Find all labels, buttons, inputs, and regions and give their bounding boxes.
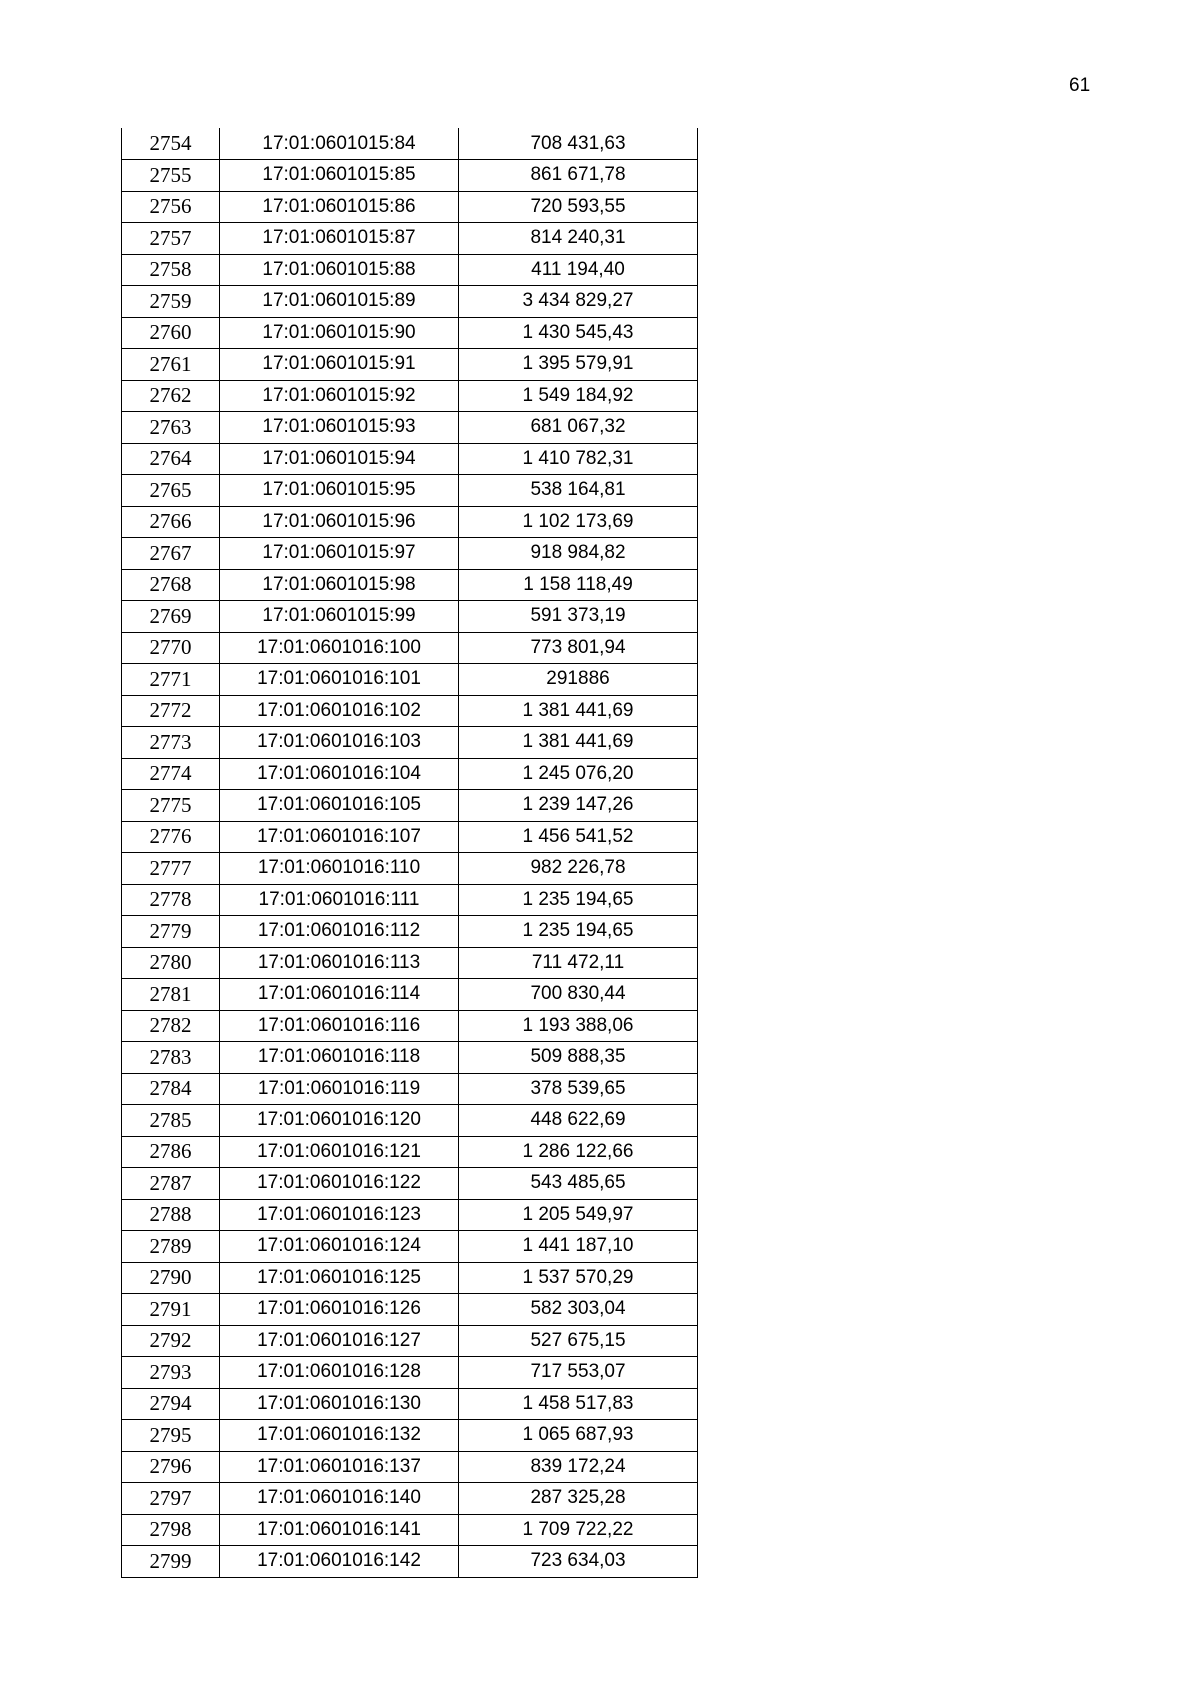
row-number-cell: 2786	[122, 1136, 220, 1168]
row-number-cell: 2792	[122, 1325, 220, 1357]
cadastral-number-cell: 17:01:0601016:124	[220, 1231, 459, 1263]
row-number-cell: 2754	[122, 128, 220, 160]
cadastral-number-cell: 17:01:0601016:141	[220, 1514, 459, 1546]
cadastral-number-cell: 17:01:0601016:114	[220, 979, 459, 1011]
cadastral-number-cell: 17:01:0601016:121	[220, 1136, 459, 1168]
cadastral-value-cell: 1 193 388,06	[459, 1010, 698, 1042]
table-row	[122, 569, 698, 601]
row-number-cell: 2798	[122, 1514, 220, 1546]
cadastral-number-cell: 17:01:0601015:92	[220, 380, 459, 412]
row-number-cell: 2770	[122, 632, 220, 664]
cadastral-value-cell: 1 456 541,52	[459, 821, 698, 853]
cadastral-number-cell: 17:01:0601016:111	[220, 884, 459, 916]
table-row	[122, 853, 698, 885]
table-row	[122, 727, 698, 759]
table-row	[122, 821, 698, 853]
page-number: 61	[1069, 75, 1091, 96]
cadastral-number-cell: 17:01:0601016:112	[220, 916, 459, 948]
cadastral-value-cell: 1 709 722,22	[459, 1514, 698, 1546]
cadastral-number-cell: 17:01:0601016:140	[220, 1483, 459, 1515]
row-number-cell: 2797	[122, 1483, 220, 1515]
cadastral-number-cell: 17:01:0601015:89	[220, 286, 459, 318]
cadastral-number-cell: 17:01:0601016:123	[220, 1199, 459, 1231]
table-row	[122, 884, 698, 916]
table-row	[122, 191, 698, 223]
table-row	[122, 1136, 698, 1168]
cadastral-number-cell: 17:01:0601016:130	[220, 1388, 459, 1420]
cadastral-number-cell: 17:01:0601015:84	[220, 128, 459, 160]
cadastral-value-cell: 723 634,03	[459, 1546, 698, 1578]
row-number-cell: 2778	[122, 884, 220, 916]
table-row	[122, 1357, 698, 1389]
cadastral-value-cell: 1 381 441,69	[459, 695, 698, 727]
row-number-cell: 2768	[122, 569, 220, 601]
table-row	[122, 1262, 698, 1294]
cadastral-value-cell: 1 245 076,20	[459, 758, 698, 790]
row-number-cell: 2777	[122, 853, 220, 885]
cadastral-value-cell: 1 430 545,43	[459, 317, 698, 349]
cadastral-number-cell: 17:01:0601015:90	[220, 317, 459, 349]
table-row	[122, 1294, 698, 1326]
cadastral-number-cell: 17:01:0601015:85	[220, 160, 459, 192]
cadastral-value-cell: 291886	[459, 664, 698, 696]
cadastral-value-table	[121, 128, 698, 1578]
cadastral-number-cell: 17:01:0601015:86	[220, 191, 459, 223]
cadastral-value-cell: 1 235 194,65	[459, 916, 698, 948]
cadastral-number-cell: 17:01:0601016:118	[220, 1042, 459, 1074]
cadastral-value-cell: 1 205 549,97	[459, 1199, 698, 1231]
cadastral-value-cell: 861 671,78	[459, 160, 698, 192]
table-row	[122, 1105, 698, 1137]
table-row	[122, 790, 698, 822]
table-row	[122, 349, 698, 381]
table-row	[122, 1042, 698, 1074]
row-number-cell: 2767	[122, 538, 220, 570]
cadastral-number-cell: 17:01:0601016:100	[220, 632, 459, 664]
cadastral-value-cell: 582 303,04	[459, 1294, 698, 1326]
table-row	[122, 758, 698, 790]
cadastral-number-cell: 17:01:0601015:95	[220, 475, 459, 507]
row-number-cell: 2794	[122, 1388, 220, 1420]
table-row	[122, 160, 698, 192]
row-number-cell: 2761	[122, 349, 220, 381]
row-number-cell: 2791	[122, 1294, 220, 1326]
cadastral-number-cell: 17:01:0601016:120	[220, 1105, 459, 1137]
row-number-cell: 2787	[122, 1168, 220, 1200]
cadastral-number-cell: 17:01:0601015:97	[220, 538, 459, 570]
table-row	[122, 1010, 698, 1042]
cadastral-value-cell: 3 434 829,27	[459, 286, 698, 318]
cadastral-value-cell: 711 472,11	[459, 947, 698, 979]
row-number-cell: 2758	[122, 254, 220, 286]
row-number-cell: 2779	[122, 916, 220, 948]
row-number-cell: 2790	[122, 1262, 220, 1294]
row-number-cell: 2774	[122, 758, 220, 790]
cadastral-number-cell: 17:01:0601016:132	[220, 1420, 459, 1452]
row-number-cell: 2781	[122, 979, 220, 1011]
table-row	[122, 506, 698, 538]
cadastral-value-cell: 1 537 570,29	[459, 1262, 698, 1294]
row-number-cell: 2796	[122, 1451, 220, 1483]
table-row	[122, 1451, 698, 1483]
cadastral-value-cell: 700 830,44	[459, 979, 698, 1011]
cadastral-value-cell: 1 381 441,69	[459, 727, 698, 759]
row-number-cell: 2788	[122, 1199, 220, 1231]
cadastral-number-cell: 17:01:0601016:128	[220, 1357, 459, 1389]
cadastral-value-cell: 1 458 517,83	[459, 1388, 698, 1420]
table-row	[122, 1514, 698, 1546]
cadastral-value-cell: 543 485,65	[459, 1168, 698, 1200]
row-number-cell: 2764	[122, 443, 220, 475]
row-number-cell: 2755	[122, 160, 220, 192]
cadastral-value-cell: 1 065 687,93	[459, 1420, 698, 1452]
row-number-cell: 2757	[122, 223, 220, 255]
cadastral-number-cell: 17:01:0601016:102	[220, 695, 459, 727]
cadastral-number-cell: 17:01:0601016:127	[220, 1325, 459, 1357]
table-row	[122, 601, 698, 633]
cadastral-value-cell: 1 441 187,10	[459, 1231, 698, 1263]
cadastral-number-cell: 17:01:0601015:88	[220, 254, 459, 286]
table-body	[122, 128, 698, 1577]
table-row	[122, 1388, 698, 1420]
cadastral-number-cell: 17:01:0601016:101	[220, 664, 459, 696]
cadastral-value-cell: 814 240,31	[459, 223, 698, 255]
table-row	[122, 223, 698, 255]
cadastral-value-cell: 1 158 118,49	[459, 569, 698, 601]
cadastral-number-cell: 17:01:0601015:98	[220, 569, 459, 601]
cadastral-number-cell: 17:01:0601016:104	[220, 758, 459, 790]
row-number-cell: 2775	[122, 790, 220, 822]
table-row	[122, 947, 698, 979]
row-number-cell: 2773	[122, 727, 220, 759]
cadastral-value-cell: 448 622,69	[459, 1105, 698, 1137]
row-number-cell: 2795	[122, 1420, 220, 1452]
cadastral-number-cell: 17:01:0601016:137	[220, 1451, 459, 1483]
table-row	[122, 695, 698, 727]
cadastral-number-cell: 17:01:0601015:94	[220, 443, 459, 475]
cadastral-value-cell: 918 984,82	[459, 538, 698, 570]
table-row	[122, 538, 698, 570]
row-number-cell: 2771	[122, 664, 220, 696]
row-number-cell: 2760	[122, 317, 220, 349]
cadastral-number-cell: 17:01:0601016:113	[220, 947, 459, 979]
row-number-cell: 2765	[122, 475, 220, 507]
cadastral-number-cell: 17:01:0601016:107	[220, 821, 459, 853]
cadastral-value-cell: 1 235 194,65	[459, 884, 698, 916]
row-number-cell: 2766	[122, 506, 220, 538]
row-number-cell: 2776	[122, 821, 220, 853]
cadastral-value-cell: 839 172,24	[459, 1451, 698, 1483]
table-row	[122, 1420, 698, 1452]
cadastral-value-cell: 1 395 579,91	[459, 349, 698, 381]
table-row	[122, 254, 698, 286]
table-row	[122, 979, 698, 1011]
cadastral-value-cell: 1 410 782,31	[459, 443, 698, 475]
table-row	[122, 443, 698, 475]
cadastral-value-cell: 773 801,94	[459, 632, 698, 664]
table-row	[122, 916, 698, 948]
table-row	[122, 1073, 698, 1105]
cadastral-value-cell: 1 549 184,92	[459, 380, 698, 412]
row-number-cell: 2785	[122, 1105, 220, 1137]
table-row	[122, 380, 698, 412]
row-number-cell: 2789	[122, 1231, 220, 1263]
cadastral-number-cell: 17:01:0601015:96	[220, 506, 459, 538]
row-number-cell: 2784	[122, 1073, 220, 1105]
cadastral-number-cell: 17:01:0601016:116	[220, 1010, 459, 1042]
table-row	[122, 664, 698, 696]
cadastral-value-cell: 717 553,07	[459, 1357, 698, 1389]
table-row	[122, 128, 698, 160]
row-number-cell: 2782	[122, 1010, 220, 1042]
cadastral-number-cell: 17:01:0601016:142	[220, 1546, 459, 1578]
table-row	[122, 1325, 698, 1357]
cadastral-number-cell: 17:01:0601016:119	[220, 1073, 459, 1105]
cadastral-value-cell: 509 888,35	[459, 1042, 698, 1074]
cadastral-value-cell: 708 431,63	[459, 128, 698, 160]
table-row	[122, 1168, 698, 1200]
cadastral-value-cell: 720 593,55	[459, 191, 698, 223]
row-number-cell: 2763	[122, 412, 220, 444]
table-row	[122, 286, 698, 318]
row-number-cell: 2783	[122, 1042, 220, 1074]
cadastral-number-cell: 17:01:0601016:125	[220, 1262, 459, 1294]
table-row	[122, 1483, 698, 1515]
cadastral-number-cell: 17:01:0601016:105	[220, 790, 459, 822]
cadastral-number-cell: 17:01:0601016:103	[220, 727, 459, 759]
cadastral-value-cell: 378 539,65	[459, 1073, 698, 1105]
row-number-cell: 2762	[122, 380, 220, 412]
cadastral-number-cell: 17:01:0601016:126	[220, 1294, 459, 1326]
table-row	[122, 412, 698, 444]
table-row	[122, 1546, 698, 1578]
row-number-cell: 2780	[122, 947, 220, 979]
cadastral-number-cell: 17:01:0601016:122	[220, 1168, 459, 1200]
cadastral-value-cell: 1 239 147,26	[459, 790, 698, 822]
cadastral-number-cell: 17:01:0601016:110	[220, 853, 459, 885]
cadastral-number-cell: 17:01:0601015:91	[220, 349, 459, 381]
row-number-cell: 2793	[122, 1357, 220, 1389]
cadastral-value-cell: 591 373,19	[459, 601, 698, 633]
table-row	[122, 1199, 698, 1231]
cadastral-value-cell: 527 675,15	[459, 1325, 698, 1357]
cadastral-number-cell: 17:01:0601015:99	[220, 601, 459, 633]
cadastral-value-cell: 681 067,32	[459, 412, 698, 444]
cadastral-value-cell: 411 194,40	[459, 254, 698, 286]
table-row	[122, 1231, 698, 1263]
row-number-cell: 2799	[122, 1546, 220, 1578]
cadastral-value-cell: 538 164,81	[459, 475, 698, 507]
row-number-cell: 2772	[122, 695, 220, 727]
cadastral-number-cell: 17:01:0601015:93	[220, 412, 459, 444]
table-row	[122, 317, 698, 349]
cadastral-value-cell: 982 226,78	[459, 853, 698, 885]
cadastral-value-cell: 287 325,28	[459, 1483, 698, 1515]
cadastral-value-cell: 1 286 122,66	[459, 1136, 698, 1168]
table-row	[122, 632, 698, 664]
row-number-cell: 2759	[122, 286, 220, 318]
cadastral-number-cell: 17:01:0601015:87	[220, 223, 459, 255]
row-number-cell: 2756	[122, 191, 220, 223]
cadastral-value-cell: 1 102 173,69	[459, 506, 698, 538]
row-number-cell: 2769	[122, 601, 220, 633]
table-row	[122, 475, 698, 507]
